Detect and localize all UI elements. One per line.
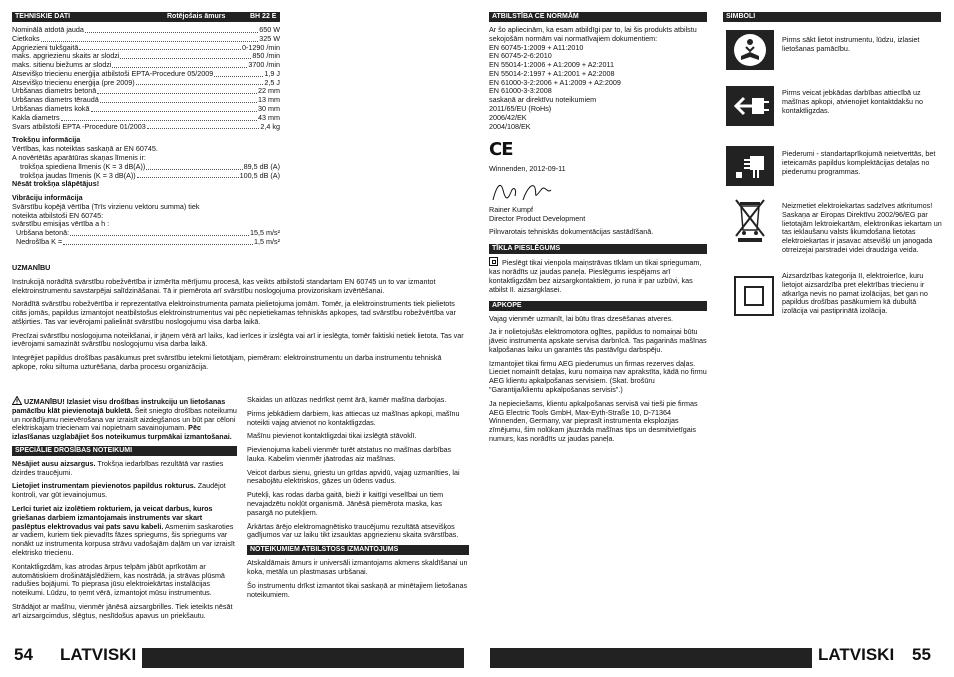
conformity-line: EN 60745-1:2009 + A11:2010 (489, 42, 584, 52)
warning-triangle-icon (12, 396, 22, 405)
tech-row-label: Cietkoks (12, 33, 40, 43)
special-para-bold: Lerīci turiet aiz izolētiem rokturiem, ja veicat darbus, kuros griešanas darbiem izmantojamais instruments var skart paslēptus elektrovadus vai pats savu kabeli. (12, 504, 213, 531)
special-para (12, 603, 237, 621)
special-para (12, 460, 237, 478)
tech-row (12, 26, 280, 35)
vib-line: noteikta atbilstoši EN 60745: (12, 210, 104, 220)
conformity-lines (489, 26, 707, 131)
symbol-text: Pirms sākt lietot instrumentu, lūdzu, izlasiet lietošanas pamācību. (782, 35, 920, 53)
read-manual-icon (726, 30, 774, 70)
tech-row-label: Kakla diametrs (12, 112, 60, 122)
tech-data-header (12, 12, 280, 22)
dot-leader (97, 87, 257, 94)
tech-row-value: 2,5 J (264, 77, 280, 87)
tech-row-value: 22 mm (258, 86, 280, 96)
conformity-line: 2004/108/EK (489, 121, 531, 131)
tech-row-label: Nominālā atdotā jauda (12, 25, 84, 34)
special-para (12, 505, 237, 558)
tech-data-col1: Rotējošais āmurs (167, 13, 226, 20)
vib-table (12, 229, 280, 247)
mid-header: NOTEIKUMIEM ATBILSTOŠS IZMANTOJUMS (247, 545, 469, 555)
uzmanibu-para: Integrējiet papildus drošības pasākumus pret svārstību ietekmi lietotājam, piemēram: elektroinstrumentu un darba instrumentu tehniskā apkope, roku siltuma uzturēšana, darba procesu organizācija. (12, 353, 442, 372)
safety-column (12, 396, 237, 625)
dot-leader (85, 26, 258, 33)
warn-text: Šeit sniegto drošības noteikumu un norādījumu neievērošana var izraisīt aizdegšanos un būt par cēloni elektriskajam triecienam vai nopietnam savainojumam. (12, 405, 237, 433)
tech-row-value: 13 mm (258, 95, 280, 105)
mid-para: Putekļi, kas rodas darba gaitā, bieži ir kaitīgi veselībai un tiem nevajadzētu nokļūt organismā. Jānēsā piemērota maska, kas pasargā no putekļiem. (247, 490, 444, 517)
dot-leader (70, 229, 249, 236)
uzmanibu-para: Norādītā svārstību robežvērtība ir reprezentatīva elektroinstrumenta pamata pielietojuma jomām. Tomēr, ja elektroinstruments tiek pielietots citās jomās, papildus izmantojot neatbilstošus elektroinstrumentus vai pēc nepietiekamas tehniskās apkopes, tad svārstību robežvērtība var atšķirties. Tas var ievērojami palielināt svārstību noslogojumu visa darba laikā. (12, 299, 456, 326)
conformity-line: EN 61000-3-3:2008 (489, 86, 552, 96)
special-para-text: Kontaktligzdām, kas atrodas ārpus telpām jābūt aprīkotām ar automātiskiem drošinātājslēdžiem, kas nostrādā, ja strāvas plūsmā radušies bojājumi. To pieprasa jūsu elektroiekārtas instalācijas noteikumi. Lūdzu, to ņemt vērā, izmantojot mūsu instrumentus. (12, 561, 225, 598)
tech-row-value: 325 W (259, 33, 280, 43)
accessories-icon (726, 146, 774, 186)
mid-para: Mašīnu pievienot kontaktligzdai tikai izslēgtā stāvoklī. (247, 431, 417, 441)
dot-leader (112, 61, 247, 68)
class-ii-small-icon (489, 257, 498, 266)
care-list (489, 315, 707, 444)
vib-line: Svārstību kopējā vērtība (Trīs virzienu vektoru summa) tiek (12, 201, 200, 211)
conformity-line: EN 55014-2:1997 + A1:2001 + A2:2008 (489, 68, 615, 78)
signer-name: Rainer Kumpf (489, 205, 533, 215)
special-para-text: Asmenim saskaroties ar vadiem, kuriem tiek pievadīts fāzes spriegums, šis spriegums var nonākt uz instrumenta korpusa strāvu vadošajām daļām un var izraisīt elektrisko triecienu. (12, 521, 235, 557)
signature-icon (489, 178, 707, 206)
dot-leader (41, 35, 259, 42)
mid-list (247, 396, 469, 540)
uzmanibu-para: Instrukcijā norādītā svārstību robežvērtība ir izmērīta mērījumu procesā, kas veikts atbilstoši standartam EN 60745 un to var izmantot elektroinstrumentu savstarpējai salīdzināšanai. Tā ir piemērota arī svārstību noslogojuma provizoriskam izvērtēšanai. (12, 276, 436, 295)
tech-row-label: Urbšanas diametrs betonā (12, 86, 97, 96)
dot-leader (91, 105, 258, 112)
vib-row-label: Urbšana betonā: (16, 228, 70, 238)
vib-line: svārstību emisijas vērtība a h : (12, 219, 110, 229)
special-list (12, 460, 237, 621)
dot-leader (61, 114, 257, 121)
tech-row-value: 3700 /min (248, 60, 280, 70)
tech-row-value: 650 W (259, 25, 280, 34)
special-para-text: Zaudējot kontroli, var gūt ievainojumus. (12, 481, 226, 500)
vib-title: Vibrāciju informācija (12, 193, 83, 203)
uzmanibu-title: UZMANĪBU (12, 263, 51, 272)
special-header: SPECIĀLIE DROŠĪBAS NOTEIKUMI (12, 446, 237, 456)
dot-leader (120, 52, 251, 59)
symbol-text: Aizsardzības kategorija II, elektroierīce, kuru lietojot aizsardzība pret elektrības triecienu ir atkarīga nevis no pamat izolācijas, bet gan no papildus drošības pasākumiem kā dubultā izolācija vai pastiprinātā izolācija. (782, 271, 928, 316)
tech-row-value: 43 mm (258, 112, 280, 122)
conformity-line: EN 60745-2-6:2010 (489, 51, 552, 61)
vib-row (16, 238, 280, 247)
conformity-line: EN 55014-1:2006 + A1:2009 + A2:2011 (489, 60, 614, 70)
warn-bold: UZMANĪBU! Izlasiet visu drošības instrukciju un lietošanas pamācību klāt pievienotajā bukletā. (12, 397, 226, 415)
net-header: TĪKLA PIESLĒGUMS (489, 244, 707, 254)
tech-data-col2: BH 22 E (250, 13, 277, 20)
dot-leader (100, 96, 257, 103)
conformity-line: saskaņā ar direktīvu noteikumiem (489, 95, 597, 105)
symbols-section (723, 12, 941, 22)
mid-para: Veicot darbus sienu, griestu un grīdas apvidū, vajag uzmanīties, lai nesabojātu elektriskos, gāzes un ūdens vadus. (247, 467, 460, 486)
tech-data-section (12, 12, 280, 247)
care-para: Ja nepieciešams, klientu apkalpošanas servisā vai tieši pie firmas AEG Electric Tools GmbH, Max-Eyth-Straße 10, D-71364 Winnenden, Germany, var pieprasīt instrumenta eksplozijas zīmējumu, šim nolūkam jāuzrāda mašīnas tips un desmitvietīgais numurs, kas norādīts uz jaudas paneļa. (489, 398, 698, 443)
noise-line: A novērtētās aparātūras skaņas līmenis ir: (12, 152, 146, 162)
signer-note: Pilnvarotais tehniskās dokumentācijas sastādīšanā. (489, 226, 654, 236)
symbol-text: Pirms veicat jebkādas darbības attiecībā uz mašīnas apkopi, atvienojiet kontaktdakšu no kontaktligzdas. (782, 88, 924, 115)
dot-leader (63, 238, 253, 245)
uzmanibu-para: Precīzai svārstību noslogojuma noteikšanai, ir jāņem vērā arī laiks, kad ierīces ir izslēgta vai arī ir ieslēgta, tomēr faktiski netiek lietota. Tas var ievērojami samazināt svārstību noslogojumu visa darba laikā. (12, 330, 464, 349)
tech-row-label: Atsevišķo triecienu enerģija (pre 2009) (12, 77, 135, 87)
tech-row-label: Urbšanas diametrs kokā (12, 104, 90, 114)
tech-row-label: Atsevišķo triecienu enerģija atbilstoši EPTA-Procedure 05/2009 (12, 68, 214, 78)
footer-lang-left: LATVISKI (60, 645, 137, 664)
noise-row-label: trokšņa spiediena līmenis (K = 3 dB(A)) (20, 161, 146, 171)
tech-row-label: maks. apgriezienu skaits ar slodzi (12, 51, 120, 61)
symbols-header: SIMBOLI (723, 12, 941, 22)
vib-row-label: Nedrošība K = (16, 236, 63, 246)
vib-row-value: 15,5 m/s² (250, 228, 280, 238)
special-para (12, 563, 237, 598)
place-date: Winnenden, 2012-09-11 (489, 164, 566, 174)
mid-para: Skaidas un atlūzas nedrīkst ņemt ārā, kamēr mašīna darbojas. (247, 395, 447, 404)
tech-row (12, 123, 280, 132)
dot-leader (136, 79, 264, 86)
mid-para: Šo instrumentu drīkst izmantot tikai saskaņā ar minētajiem lietošanas noteikumiem. (247, 580, 468, 599)
dot-leader (147, 123, 260, 130)
net-text: Pieslēgt tikai vienpola maiņstrāvas tīklam un tikai spriegumam, kas norādīts uz jaudas paneļa. Pieslēgums iespējams arī kontaktligzdām bez aizsargkontaktiem, jo runa ir par uzbūvi, kas atbilst II. aizsargklasei. (489, 258, 702, 294)
tech-row-value: 1,9 J (264, 68, 280, 78)
noise-bold: Nēsāt trokšņa slāpētājus! (12, 179, 100, 189)
conformity-line: EN 61000-3-2:2006 + A1:2009 + A2:2009 (489, 77, 621, 87)
care-para: Ja ir nolietojušās elektromotora ogļītes, papildus to nomaiņai būtu jāveic instrumenta apskate servisa darbnīcā. Tas pagarinās mašīnas kalpošanas laiku un garantēs tās pastāvīgu darbspēju. (489, 327, 707, 354)
noise-title: Trokšņu informācija (12, 135, 81, 145)
tech-row-value: 30 mm (258, 104, 280, 114)
noise-row-label: trokšņa jaudas līmenis (K = 3 dB(A)) (20, 170, 136, 180)
signer-title: Director Product Development (489, 213, 586, 223)
tech-row-value: 0-1290 /min (242, 42, 280, 52)
mid-list2 (247, 559, 469, 599)
warn-bold2: Pēc izlasīšanas uzglabājiet šos noteikumus turpmākai izmantošanai. (12, 423, 232, 442)
tech-row-label: Urbšanas diametrs tēraudā (12, 95, 99, 105)
dot-leader (137, 172, 239, 179)
special-para-text: Trokšņa iedarbības rezultātā var rasties dzirdes traucējumi. (12, 458, 224, 477)
mid-para: Pirms jebkādiem darbiem, kas attiecas uz mašīnas apkopi, mašīnu noteikti vajag atvienot no kontaktligzdas. (247, 408, 460, 427)
special-para-bold: Nēsājiet ausu aizsargus. (12, 458, 96, 468)
noise-row-value: 100,5 dB (A) (239, 170, 280, 180)
footer-lang-right: LATVISKI (818, 645, 895, 664)
conformity-line: 2011/65/EU (RoHs) (489, 104, 552, 114)
special-para-bold: Lietojiet instrumentam pievienotos papildus rokturus. (12, 481, 196, 491)
weee-bin-icon (730, 196, 770, 244)
dot-leader (79, 44, 241, 51)
dot-leader (146, 163, 242, 170)
mid-para: Pievienojuma kabeli vienmēr turēt atstatus no mašīnas darbības lauka. Kabelim vienmēr jāatrodas aiz mašīnas. (247, 445, 452, 463)
mid-column (247, 396, 469, 604)
footer-bar-right (490, 648, 812, 668)
care-para: Izmantojiet tikai firmu AEG piederumus un firmas rezerves daļas. Lieciet nomainīt detaļas, kuru nomaiņa nav aprakstīta, kādā no firmu AEG klientu apkalpošanas servisiem. (Skat. brošūru "Garantija/klientu apkalpošanas servisis".) (489, 358, 707, 395)
uzmanibu-section (12, 264, 467, 372)
tech-row-label: Svars atbilstoši EPTA -Procedure 01/2003 (12, 121, 146, 131)
care-para: Vajag vienmēr uzmanīt, lai būtu tīras dzesēšanas atveres. (489, 313, 674, 323)
tech-row-label: maks. sitienu biežums ar slodzi (12, 60, 112, 70)
tech-data-table (12, 26, 280, 131)
mid-para: Ārkārtas ārējo elektromagnētisko traucējumu rezultātā atsevišķos gadījumos var uz laiku tikt izsauktas apgriezienu skaita svārstības. (247, 521, 459, 540)
tech-data-title: TEHNISKIE DATI (15, 13, 71, 20)
conformity-section (489, 12, 707, 449)
page-number-left: 54 (14, 645, 33, 664)
unplug-icon (726, 86, 774, 126)
noise-table (12, 163, 280, 181)
conformity-header: ATBILSTĪBA CE NORMĀM (489, 12, 707, 22)
special-para (12, 482, 237, 500)
vib-row-value: 1,5 m/s² (254, 236, 280, 246)
special-para-text: Strādājot ar mašīnu, vienmēr jānēsā aizsargbrilles. Tiek ieteikts nēsāt arī aizsargcimdus, slēgtus, neslīdošus apavus un priekšautu. (12, 601, 233, 620)
ce-mark: CE (489, 139, 513, 161)
footer-bar-left (142, 648, 464, 668)
tech-row-value: 850 /min (252, 51, 280, 61)
class-ii-icon (734, 276, 774, 316)
symbol-text: Piederumi - standartaprīkojumā neietverttās, bet ieteicamās papildus komplektācijas detaļas no piederumu programmas. (782, 149, 936, 176)
mid-para: Atskaldāmais āmurs ir universāli izmantojams akmens skaldīšanai un koka, metāla un plastmasas urbšanai. (247, 558, 468, 576)
noise-line: Vērtības, kas noteiktas saskaņā ar EN 60745. (12, 144, 158, 154)
symbol-text: Neizmetiet elektroiekartas sadzīves atkritumos! Saskaņa ar Eiropas Direktīvu 2002/96/EG par lietotajām lektroiekartām, elektronikas iekartam un tas ieklaušanu valsts likumdošana lietotas elektroiekartas ir jasavac atsevišķi un janogada otrreizejai parstradei videi draudziga veida. (782, 201, 942, 254)
page-number-right: 55 (912, 645, 931, 664)
noise-row-value: 89,5 dB (A) (243, 161, 280, 171)
conformity-line: 2006/42/EK (489, 112, 527, 122)
tech-row-label: Apgriezieni tukšgaitā (12, 42, 79, 52)
tech-row-value: 2,4 kg (260, 121, 280, 131)
conformity-line: Ar šo apliecinām, ka esam atbildīgi par to, lai šis produkts atbilstu sekojošām normām vai normatīvajiem dokumentiem: (489, 25, 697, 43)
care-header: APKOPE (489, 301, 707, 311)
dot-leader (214, 70, 263, 77)
